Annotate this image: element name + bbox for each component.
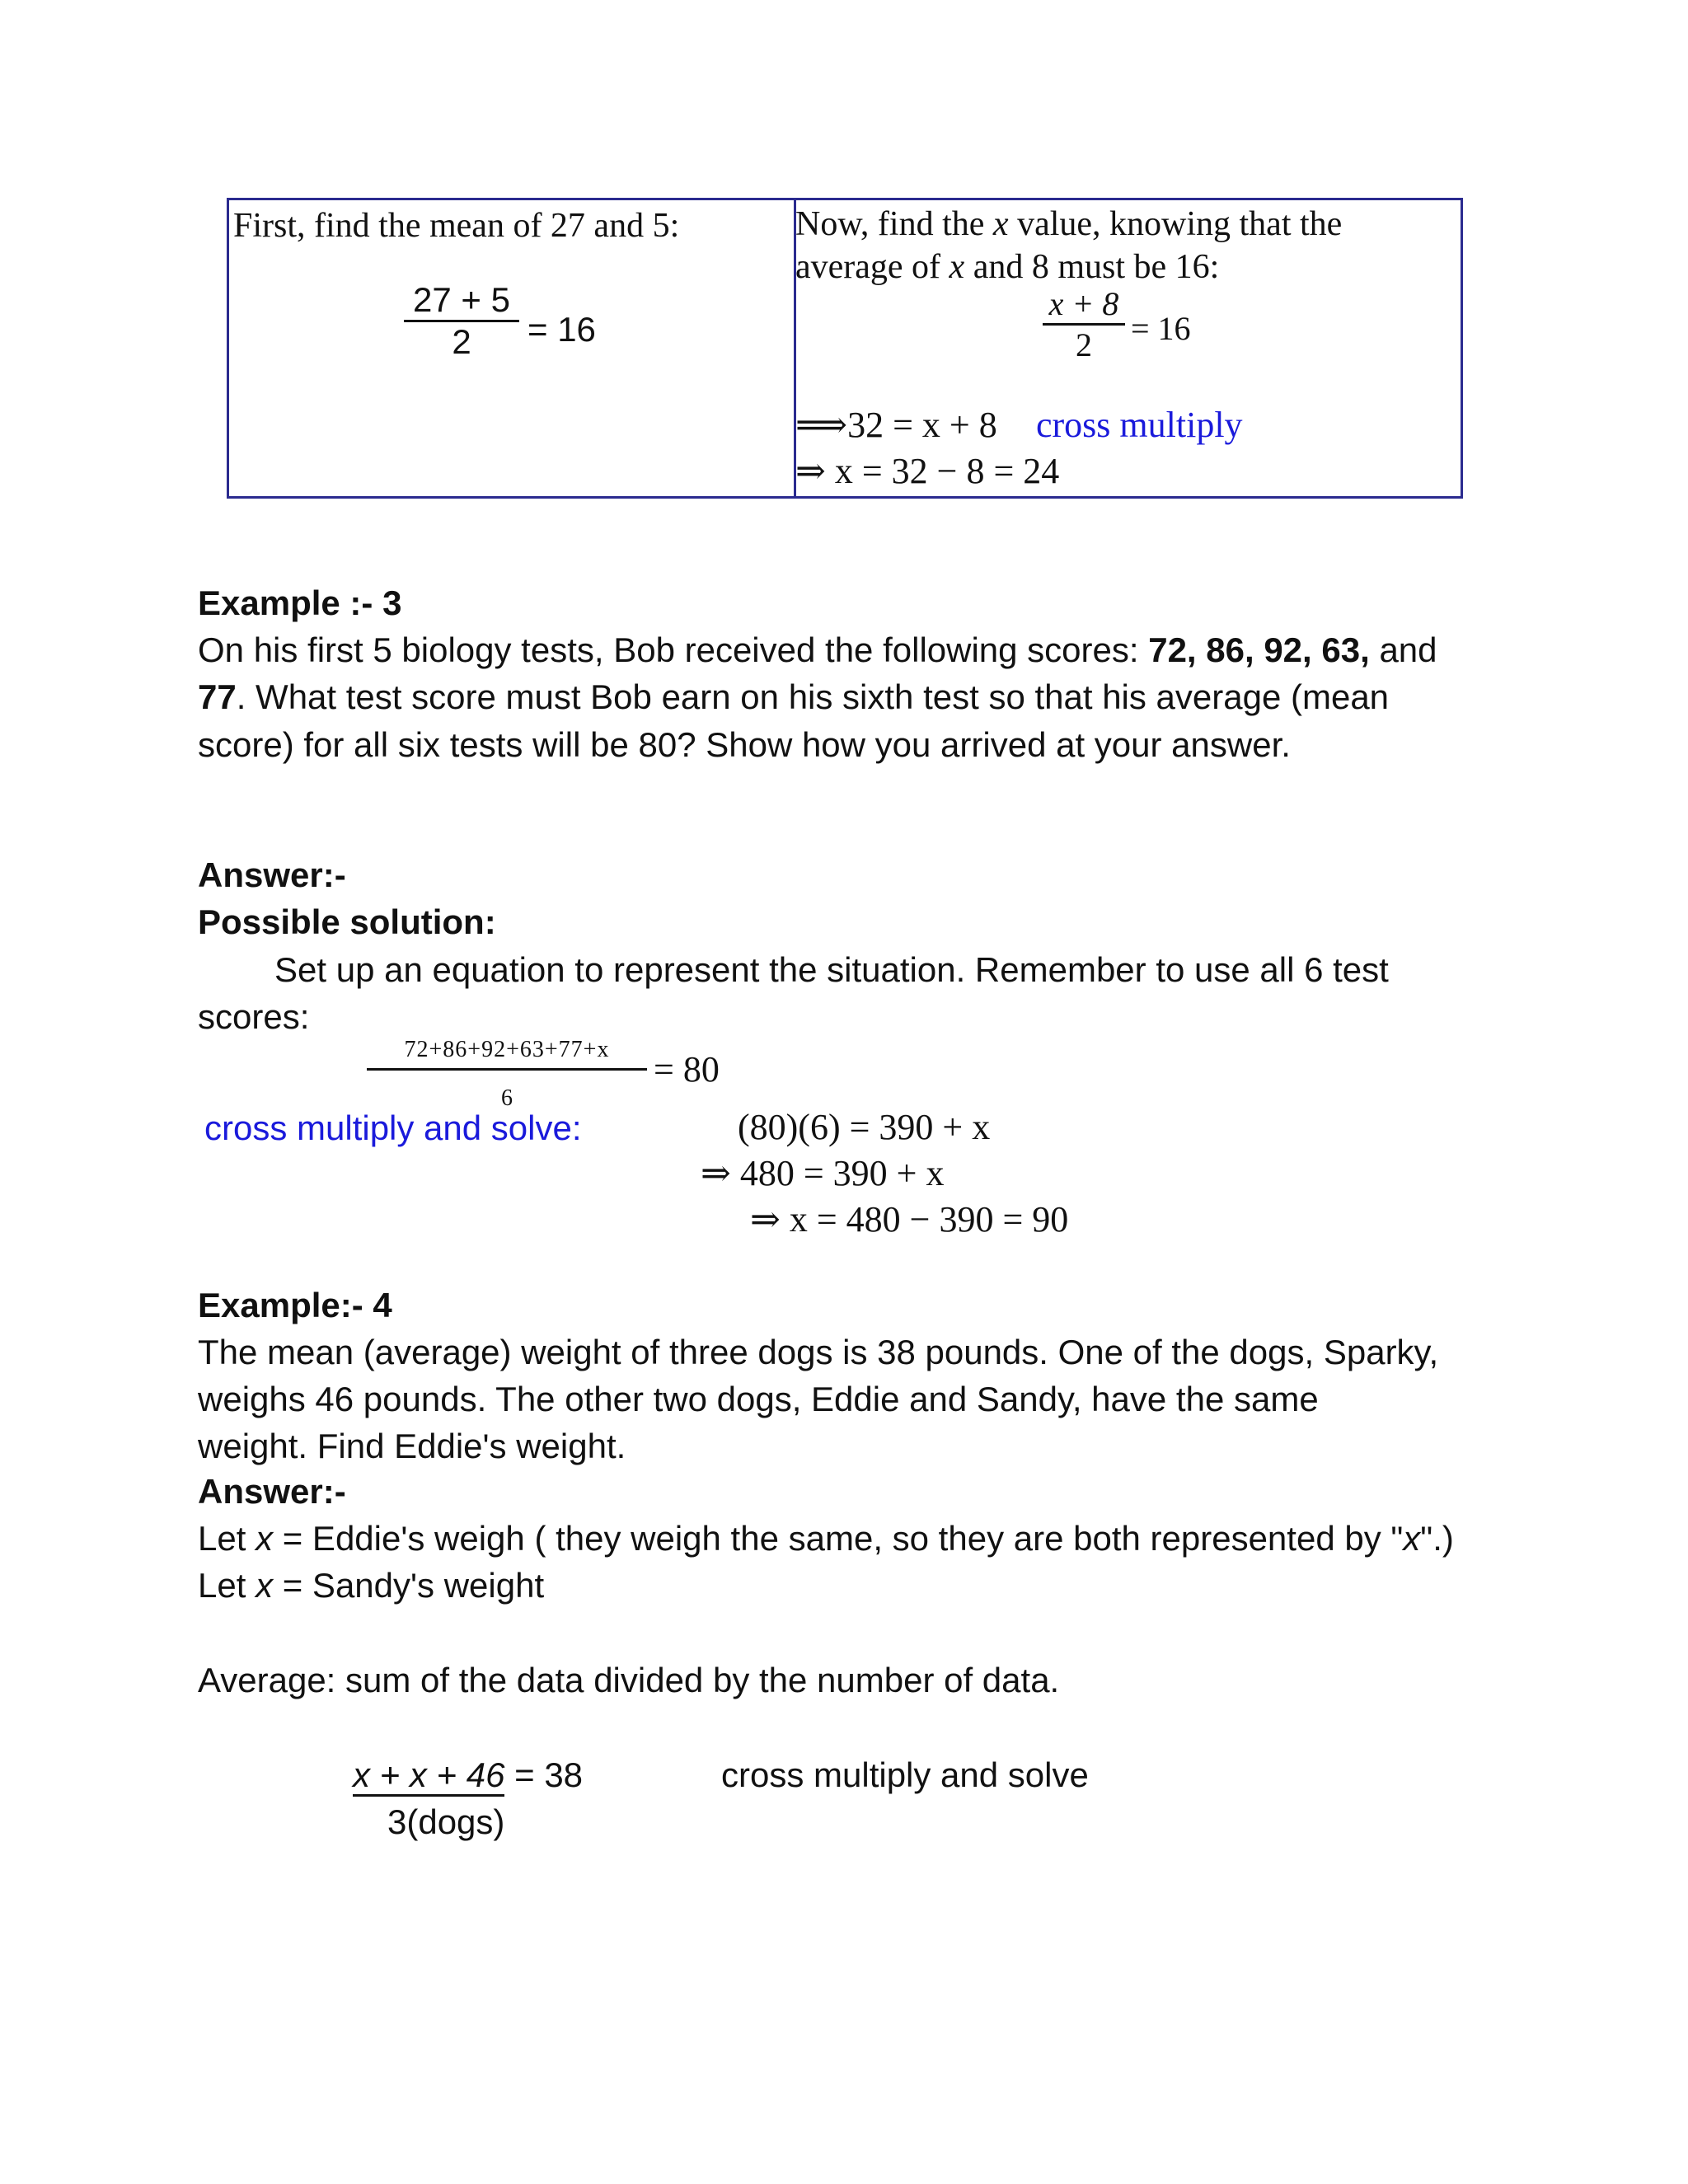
example4-equation-result: = 38 [504,1755,584,1794]
right-cell-intro-line2: average of x and 8 must be 16: [795,248,1220,286]
example4-line2: weighs 46 pounds. The other two dogs, Eddie and Sandy, have the same [198,1380,1319,1418]
example3-line1: On his first 5 biology tests, Bob received the following scores: 72, 86, 92, 63, and [198,630,1437,669]
left-fraction-denominator: 2 [452,322,471,361]
example4-heading: Example:- 4 [198,1286,392,1324]
example4-line1: The mean (average) weight of three dogs is 38 pounds. One of the dogs, Sparky, [198,1333,1439,1371]
left-cell-intro: First, find the mean of 27 and 5: [233,207,680,245]
left-cell-fraction [404,280,519,362]
example3-equation-numerator: 72+86+92+63+77+x [404,1037,610,1062]
example3-equation-result: = 80 [654,1049,720,1090]
right-cell-fraction [1043,284,1125,364]
example3-setup-line1: Set up an equation to represent the situation. Remember to use all 6 test [274,950,1389,989]
example4-equation [353,1755,583,1795]
example3-line3: score) for all six tests will be 80? Show how you arrived at your answer. [198,725,1291,764]
right-fraction-denominator: 2 [1076,326,1092,363]
example4-let2: Let x = Sandy's weight [198,1566,545,1605]
right-fraction-numerator: x + 8 [1048,285,1119,322]
fraction-bar [367,1068,647,1071]
example4-equation-numerator: x + x + 46 [353,1755,504,1797]
example4-equation-note: cross multiply and solve [721,1755,1089,1794]
left-fraction-numerator: 27 + 5 [413,280,510,319]
example3-heading: Example :- 3 [198,583,402,622]
right-fraction-result: = 16 [1131,310,1191,347]
example3-setup-line2: scores: [198,997,310,1036]
example3-step3: ⇒ x = 480 − 390 = 90 [750,1199,1069,1240]
example4-line3: weight. Find Eddie's weight. [198,1427,626,1465]
example3-step1: (80)(6) = 390 + x [738,1107,991,1147]
right-step2: ⇒ x = 32 − 8 = 24 [795,451,1060,491]
right-cell-intro-line1: Now, find the x value, knowing that the [795,205,1343,243]
example3-step2: ⇒ 480 = 390 + x [701,1153,945,1193]
example4-let1: Let x = Eddie's weigh ( they weigh the same, so they are both represented by "x".) [198,1519,1454,1558]
left-fraction-result: = 16 [528,310,596,349]
example3-solution-heading: Possible solution: [198,902,496,941]
example3-equation-denominator: 6 [501,1085,513,1111]
example4-equation-denominator: 3(dogs) [387,1802,505,1841]
example3-answer-heading: Answer:- [198,855,346,894]
example3-cross-label: cross multiply and solve: [204,1108,582,1147]
right-step1: ⟹32 = x + 8 [795,405,997,445]
example4-average-definition: Average: sum of the data divided by the number of data. [198,1661,1060,1699]
right-step1-note: cross multiply [1036,405,1243,445]
example3-equation-fraction [367,1037,647,1112]
example4-answer-heading: Answer:- [198,1472,346,1511]
example3-line2: 77. What test score must Bob earn on his sixth test so that his average (mean [198,677,1390,716]
